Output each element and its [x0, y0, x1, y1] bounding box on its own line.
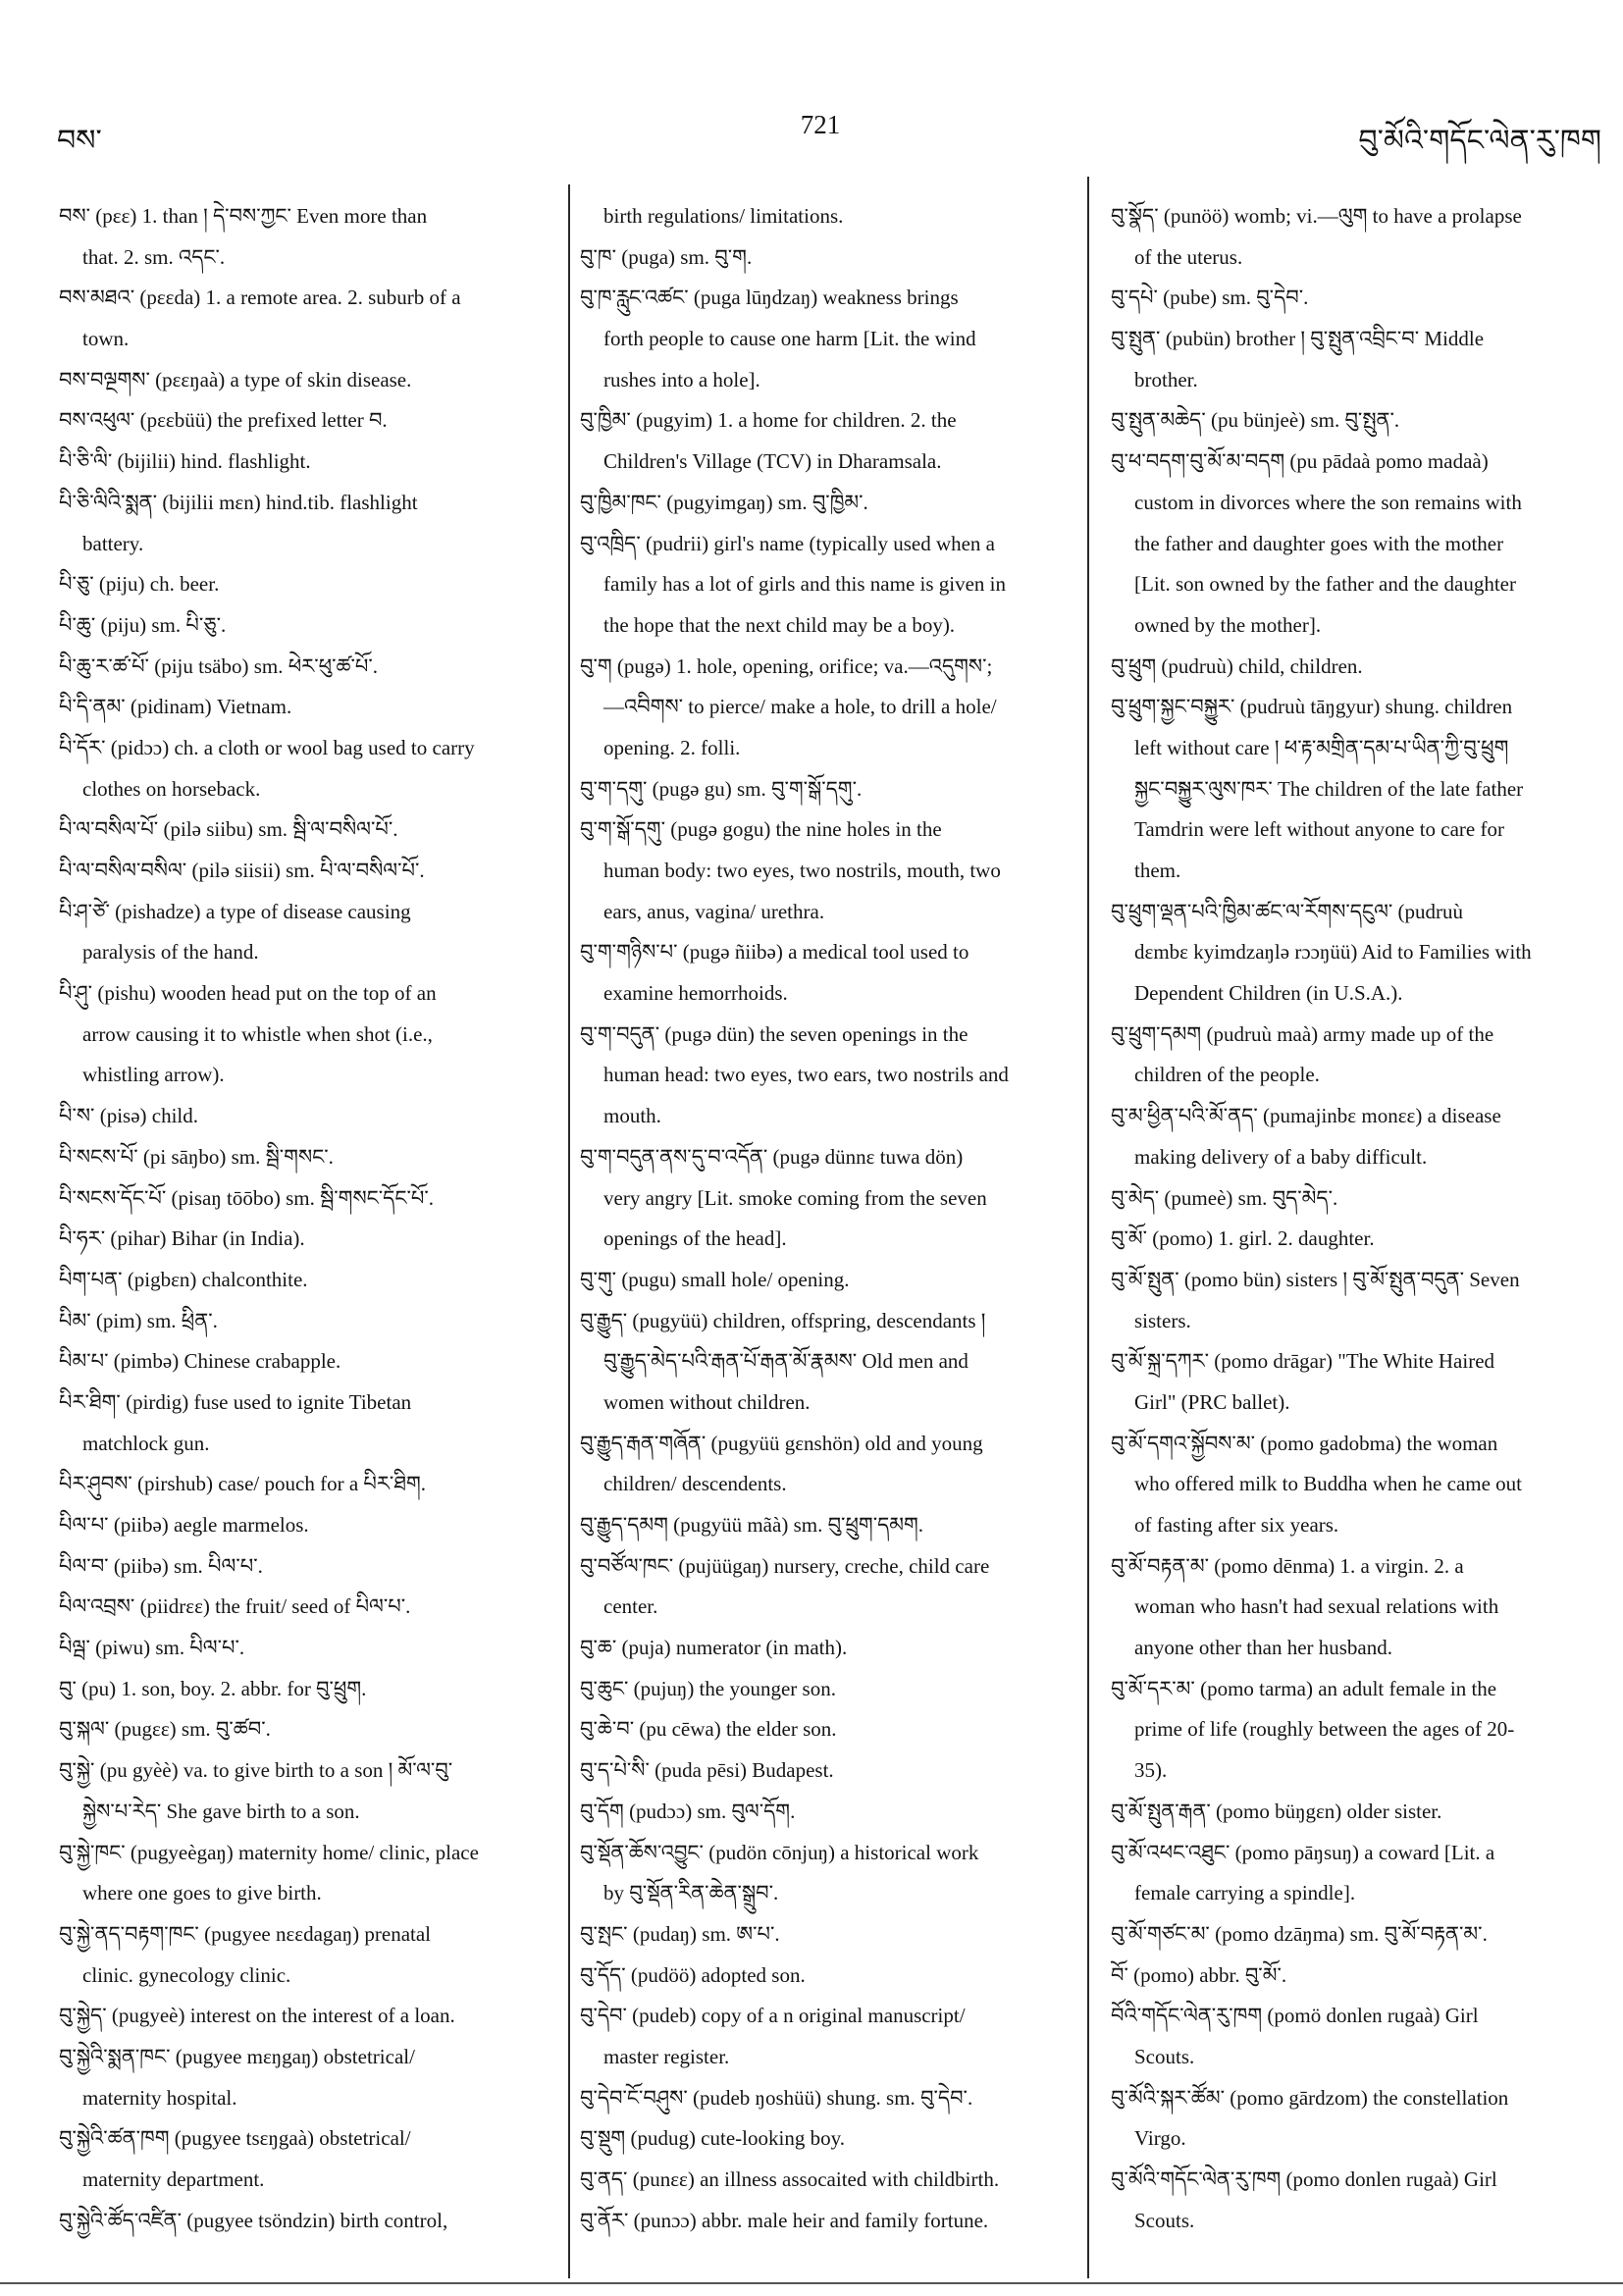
entry-headword-line: བུ་གུ་ (pugu) small hole/ opening.	[580, 1267, 850, 1291]
dictionary-entry	[59, 647, 561, 688]
dictionary-entry	[59, 1996, 561, 2037]
entry-headword-line: བུ་ནད་ (punɛɛ) an illness assocaited with childbirth.	[580, 2167, 1000, 2191]
running-head-left: བས་	[57, 125, 102, 157]
dictionary-entry	[580, 647, 1080, 769]
column-divider	[1087, 177, 1089, 2278]
entry-headword-line: པི་ཧར་ (pihar) Bihar (in India).	[59, 1226, 305, 1251]
entry-continuation-line: 35).	[1134, 1758, 1168, 1783]
dictionary-entry	[59, 1178, 561, 1220]
entry-headword-line: བུ་ག་གཉིས་པ་ (pugə ñiibə) a medical tool used to	[580, 940, 969, 965]
entry-headword-line: བུ་ནོར་ (punɔɔ) abbr. male heir and family fortune.	[580, 2208, 989, 2232]
entry-headword-line: བུ་ཕྲུག (pudruù) child, children.	[1111, 653, 1363, 678]
entry-headword-line: པིག་པན་ (pigbɛn) chalconthite.	[59, 1267, 308, 1291]
dictionary-entry	[59, 2037, 561, 2118]
entry-continuation-line: that. 2. sm. འདང་.	[82, 244, 226, 269]
dictionary-entry	[1111, 2078, 1597, 2160]
entry-headword-line: བུ་སྡུག (pudug) cute-looking boy.	[580, 2126, 845, 2151]
dictionary-entry	[59, 1628, 561, 1669]
entry-headword-line: བུ་སྤུན་མཆེད་ (pu bünjeè) sm. བུ་སྤུན་.	[1111, 408, 1400, 433]
entry-headword-line: བུ་ཆུང་ (pujuŋ) the younger son.	[580, 1676, 836, 1700]
dictionary-column-2	[580, 196, 1080, 2267]
entry-headword-line: བུ་ག་སྒོ་དགུ་ (pugə gogu) the nine holes in the	[580, 817, 942, 842]
entry-continuation-line: Scouts.	[1134, 2044, 1195, 2068]
entry-headword-line: བུ་མོ་བརྟན་མ་ (pomo dēnma) 1. a virgin. 2. a	[1111, 1553, 1464, 1578]
entry-headword-line: པི་ས་ (pisə) child.	[59, 1104, 199, 1128]
dictionary-entry	[1111, 687, 1597, 891]
entry-continuation-line: བུ་རྒྱུད་མེད་པའི་རྒན་པོ་རྒན་མོ་རྣམས་ Old men and	[603, 1349, 969, 1374]
dictionary-column-3	[1111, 196, 1597, 2267]
entry-continuation-line: opening. 2. folli.	[603, 735, 741, 759]
entry-headword-line: བས་འཕུལ་ (pɛɛbüü) the prefixed letter བ.	[59, 408, 388, 433]
entry-headword-line: བུ་ཕ་བདག་བུ་མོ་མ་བདག (pu pādaà pomo madaà)	[1111, 449, 1489, 474]
entry-continuation-line: where one goes to give birth.	[82, 1881, 322, 1905]
entry-headword-line: བུ་ད་པེ་སི་ (puda pēsi) Budapest.	[580, 1758, 834, 1783]
dictionary-entry	[59, 809, 561, 851]
running-head-right: བུ་མོའི་གདོང་ལེན་རུ་ཁག	[1358, 125, 1601, 157]
dictionary-entry	[59, 360, 561, 401]
dictionary-entry	[1111, 1096, 1597, 1177]
dictionary-entry	[1111, 1178, 1597, 1220]
dictionary-entry	[59, 1260, 561, 1301]
dictionary-entry	[1111, 196, 1597, 278]
dictionary-entry	[580, 400, 1080, 482]
dictionary-entry	[1111, 1546, 1597, 1669]
entry-headword-line: བུ་ (pu) 1. son, boy. 2. abbr. for བུ་ཕྲུག.	[59, 1676, 367, 1700]
entry-headword-line: བུ་སྐྱེ་ནད་བརྟག་ཁང་ (pugyee nɛɛdagaŋ) prenatal	[59, 1921, 432, 1946]
entry-headword-line: བུ་ཁ་ (puga) sm. བུ་ག.	[580, 244, 753, 269]
entry-headword-line: པིལ་བ་ (piibə) sm. པིལ་པ་.	[59, 1553, 263, 1578]
dictionary-entry	[580, 1956, 1080, 1997]
entry-headword-line: བུ་སྤུན་ (pubün) brother ། བུ་སྤུན་འབྲིང་བ་ Middle	[1111, 327, 1485, 351]
entry-continuation-line: center.	[603, 1594, 658, 1619]
entry-continuation-line: prime of life (roughly between the ages of 20-	[1134, 1717, 1515, 1742]
entry-headword-line: བུ་ཕྲུག་ལྡན་པའི་ཁྱིམ་ཚང་ལ་རོགས་དངུལ་ (pudruù	[1111, 899, 1464, 923]
entry-headword-line: བོའི་གདོང་ལེན་རུ་ཁག (pomö donlen rugaà) Girl	[1111, 2004, 1479, 2028]
entry-continuation-line: anyone other than her husband.	[1134, 1636, 1393, 1660]
entry-headword-line: པི་ཆུ་ (piju) sm. པི་ཅུ་.	[59, 612, 227, 637]
entry-headword-line: བུ་སྣོད་ (punöö) womb; vi.—ལུག to have a prolapse	[1111, 204, 1522, 228]
entry-headword-line: བུ་རྒྱུད་རྒན་གཞོན་ (pugyüü gɛnshön) old and young	[580, 1431, 983, 1455]
entry-continuation-line: woman who hasn't had sexual relations with	[1134, 1594, 1499, 1619]
entry-continuation-line: whistling arrow).	[82, 1063, 225, 1087]
dictionary-entry	[580, 1996, 1080, 2077]
entry-headword-line: བུ་དེབ་ངོ་བཤུས་ (pudeb ŋoshüü) shung. sm. བུ་དེབ་.	[580, 2085, 973, 2110]
entry-headword-line: པི་སངས་དོང་པོ་ (pisaŋ tōōbo) sm. སྦི་གསང་དོང་པོ་.	[59, 1185, 434, 1210]
entry-headword-line: བུ་ཕྲུག་དམག (pudruù maà) army made up of the	[1111, 1021, 1494, 1046]
dictionary-entry	[1111, 278, 1597, 319]
dictionary-entry	[59, 1301, 561, 1342]
dictionary-entry	[580, 1505, 1080, 1546]
dictionary-entry	[59, 278, 561, 359]
dictionary-entry	[59, 1137, 561, 1178]
dictionary-entry	[580, 2078, 1080, 2119]
entry-headword-line: བུ་སྡོན་ཆོས་འབྱུང་ (pudön cōnjuŋ) a historical work	[580, 1840, 979, 1864]
entry-continuation-line: making delivery of a baby difficult.	[1134, 1144, 1428, 1169]
entry-continuation-line: owned by the mother].	[1134, 612, 1322, 637]
entry-continuation-line: of the uterus.	[1134, 244, 1243, 269]
entry-headword-line: པི་ལ་བསིལ་པོ་ (pilə siibu) sm. སྦི་ལ་བསིལ་པོ་.	[59, 817, 398, 842]
dictionary-entry	[580, 1709, 1080, 1750]
entry-continuation-line: rushes into a hole].	[603, 367, 760, 391]
entry-continuation-line: maternity department.	[82, 2167, 265, 2191]
dictionary-entry	[59, 1587, 561, 1628]
dictionary-entry	[1111, 1015, 1597, 1096]
dictionary-entry	[1111, 400, 1597, 442]
entry-headword-line: པི་ཅུ་ (piju) ch. beer.	[59, 572, 220, 597]
dictionary-entry	[580, 769, 1080, 810]
entry-headword-line: པི་ཆུ་ར་ཚ་པོ་ (piju tsäbo) sm. ཕེར་ཕུ་ཚ་པོ་.	[59, 653, 379, 678]
entry-headword-line: བུ་ག་བདུན་ (pugə dün) the seven openings in the	[580, 1021, 969, 1046]
dictionary-entry	[59, 442, 561, 483]
entry-headword-line: བུ་སྐལ་ (pugɛɛ) sm. བུ་ཚབ་.	[59, 1717, 271, 1742]
dictionary-entry	[580, 524, 1080, 647]
dictionary-entry	[1111, 1792, 1597, 1833]
dictionary-entry	[580, 1015, 1080, 1137]
entry-headword-line: པིམ་ (pim) sm. ཕྲིན་.	[59, 1308, 218, 1332]
dictionary-entry	[59, 687, 561, 728]
entry-continuation-line: sisters.	[1134, 1308, 1191, 1332]
entry-continuation-line: examine hemorrhoids.	[603, 981, 788, 1006]
entry-headword-line: བུ་ཕྲུག་སྐྱང་བསྐྱུར་ (pudruù tāŋgyur) shung. children	[1111, 695, 1513, 719]
dictionary-entry	[59, 400, 561, 442]
dictionary-entry	[59, 1709, 561, 1750]
entry-headword-line: བུ་ཁྱིམ་ (pugyim) 1. a home for children. 2. the	[580, 408, 957, 433]
entry-headword-line: པིར་ཤུབས་ (pirshub) case/ pouch for a པིར་ཐིག.	[59, 1472, 427, 1496]
dictionary-entry	[580, 1628, 1080, 1669]
entry-headword-line: བུ་སྤང་ (pudaŋ) sm. ཨ་པ་.	[580, 1921, 780, 1946]
entry-headword-line: བུ་སྐྱེ་ (pu gyèè) va. to give birth to a son ། མོ་ལ་བུ་	[59, 1758, 453, 1783]
dictionary-entry	[1111, 1260, 1597, 1341]
dictionary-entry	[59, 892, 561, 973]
entry-continuation-line: clinic. gynecology clinic.	[82, 1962, 291, 1987]
dictionary-entry	[1111, 1956, 1597, 1997]
dictionary-entry	[1111, 1833, 1597, 1914]
entry-headword-line: བུ་བཙོལ་ཁང་ (pujüügaŋ) nursery, creche, child care	[580, 1553, 990, 1578]
dictionary-entry	[580, 483, 1080, 524]
entry-continuation-line: Dependent Children (in U.S.A.).	[1134, 981, 1403, 1006]
entry-continuation-line: female carrying a spindle].	[1134, 1881, 1356, 1905]
entry-headword-line: བུ་མོ་ (pomo) 1. girl. 2. daughter.	[1111, 1226, 1375, 1251]
entry-headword-line: བུ་ཆ་ (puja) numerator (in math).	[580, 1636, 848, 1660]
entry-headword-line: བུ་ཁྱིམ་ཁང་ (pugyimgaŋ) sm. བུ་ཁྱིམ་.	[580, 490, 868, 514]
dictionary-entry	[580, 1750, 1080, 1792]
entry-headword-line: པི་དི་ནམ་ (pidinam) Vietnam.	[59, 695, 292, 719]
entry-continuation-line: —འབིགས་ to pierce/ make a hole, to drill a hole/	[603, 695, 997, 719]
entry-continuation-line: human body: two eyes, two nostrils, mouth, two	[603, 859, 1001, 882]
dictionary-column-1	[59, 196, 561, 2267]
entry-continuation-line: mouth.	[603, 1104, 661, 1128]
entry-headword-line: བུ་མོ་སྤུན་ (pomo bün) sisters ། བུ་མོ་སྤུན་བདུན་ Seven	[1111, 1267, 1520, 1291]
dictionary-entry	[1111, 1669, 1597, 1792]
entry-headword-line: བུ་དཔེ་ (pube) sm. བུ་དེབ་.	[1111, 286, 1309, 310]
entry-continuation-line: ears, anus, vagina/ urethra.	[603, 899, 825, 923]
entry-headword-line: བས་མཐའ་ (pɛɛda) 1. a remote area. 2. suburb of a	[59, 286, 461, 310]
column-divider	[568, 184, 570, 2278]
entry-continuation-line: family has a lot of girls and this name is given in	[603, 572, 1007, 597]
entry-continuation-line: master register.	[603, 2044, 730, 2068]
dictionary-entry	[59, 1546, 561, 1588]
dictionary-entry	[59, 1669, 561, 1710]
dictionary-entry	[580, 1833, 1080, 1914]
entry-headword-line: པིམ་པ་ (pimbə) Chinese crabapple.	[59, 1349, 341, 1374]
entry-headword-line: པི་ཅི་ལིའི་སྨན་ (bijilii mɛn) hind.tib. flashlight	[59, 490, 418, 514]
entry-continuation-line: སྐྱེས་པ་རེད་ She gave birth to a son.	[82, 1799, 360, 1823]
dictionary-entry	[580, 2201, 1080, 2242]
entry-headword-line: བུ་རྒྱུད་དམག (pugyüü mãà) sm. བུ་ཕྲུག་དམག.	[580, 1513, 924, 1537]
dictionary-entry	[1111, 1219, 1597, 1260]
entry-headword-line: པི་སངས་པོ་ (pi sāŋbo) sm. སྦི་གསང་.	[59, 1144, 334, 1169]
dictionary-entry	[59, 483, 561, 564]
page-bottom-edge	[0, 2282, 1623, 2284]
dictionary-entry	[59, 1341, 561, 1383]
dictionary-entry	[59, 2118, 561, 2200]
entry-headword-line: པིལ་འབྲས་ (piidrɛɛ) the fruit/ seed of པིལ་པ་.	[59, 1594, 411, 1619]
entry-continuation-line: children/ descendents.	[603, 1472, 787, 1496]
entry-headword-line: བས་ (pɛɛ) 1. than ། དེ་བས་ཀྱང་ Even more than	[59, 204, 428, 228]
entry-headword-line: བོ་ (pomo) abbr. བུ་མོ་.	[1111, 1962, 1287, 1987]
entry-headword-line: པིར་ཐིག་ (pirdig) fuse used to ignite Tibetan	[59, 1389, 412, 1414]
dictionary-entry	[580, 1137, 1080, 1260]
dictionary-entry	[59, 973, 561, 1096]
entry-headword-line: པི་ལ་བསིལ་བསིལ་ (pilə siisii) sm. པི་ལ་བསིལ་པོ་.	[59, 859, 425, 882]
dictionary-entry	[1111, 1424, 1597, 1546]
entry-continuation-line: Girl" (PRC ballet).	[1134, 1389, 1290, 1414]
dictionary-entry-continued	[580, 196, 1080, 237]
entry-headword-line: བུ་མོ་སྤུན་རྒན་ (pomo büŋgɛn) older sister.	[1111, 1799, 1442, 1823]
entry-headword-line: བུ་མ་ཕྱིན་པའི་མོ་ནད་ (pumajinbɛ monɛɛ) a disease	[1111, 1104, 1501, 1128]
dictionary-entry	[59, 605, 561, 647]
entry-headword-line: པིལ་པ་ (piibə) aegle marmelos.	[59, 1513, 309, 1537]
dictionary-entry	[59, 1464, 561, 1505]
entry-headword-line: བུ་ག་དགུ་ (pugə gu) sm. བུ་ག་སྒོ་དགུ་.	[580, 776, 863, 801]
entry-continuation-line: women without children.	[603, 1389, 811, 1414]
dictionary-entry	[580, 2160, 1080, 2201]
entry-continuation-line: brother.	[1134, 367, 1198, 391]
entry-headword-line: པི་ཅི་ལི་ (bijilii) hind. flashlight.	[59, 449, 311, 474]
dictionary-entry	[59, 196, 561, 278]
entry-continuation-line: custom in divorces where the son remains with	[1134, 490, 1522, 514]
entry-headword-line: བུ་སྐྱེ་ཁང་ (pugyeègaŋ) maternity home/ clinic, place	[59, 1840, 479, 1864]
dictionary-entry	[580, 1260, 1080, 1301]
entry-continuation-line: human head: two eyes, two ears, two nostrils and	[603, 1063, 1009, 1087]
entry-continuation-line: the hope that the next child may be a boy).	[603, 612, 956, 637]
dictionary-entry	[1111, 647, 1597, 688]
entry-continuation-line: very angry [Lit. smoke coming from the seven	[603, 1185, 987, 1210]
entry-headword-line: བས་བལྔགས་ (pɛɛŋaà) a type of skin disease.	[59, 367, 412, 391]
entry-headword-line: བུ་ཁ་རླུང་འཚང་ (puga lūŋdzaŋ) weakness brings	[580, 286, 959, 310]
entry-headword-line: བུ་སྐྱེའི་སྨན་ཁང་ (pugyee mɛŋgaŋ) obstetrical/	[59, 2044, 415, 2068]
entry-headword-line: བུ་མོ་དར་མ་ (pomo tarma) an adult female in the	[1111, 1676, 1497, 1700]
dictionary-entry	[59, 1833, 561, 1914]
entry-headword-line: བུ་དོད་ (pudöö) adopted son.	[580, 1962, 806, 1987]
dictionary-entry	[59, 1750, 561, 1832]
dictionary-entry	[59, 728, 561, 809]
entry-headword-line: བུ་དོག (pudɔɔ) sm. བུལ་དོག.	[580, 1799, 796, 1823]
dictionary-entry	[1111, 442, 1597, 646]
entry-headword-line: བུ་སྐྱེད་ (pugyeè) interest on the interest of a loan.	[59, 2004, 455, 2028]
entry-continuation-line: of fasting after six years.	[1134, 1513, 1339, 1537]
dictionary-entry	[59, 1505, 561, 1546]
entry-headword-line: བུ་མོའི་གདོང་ལེན་རུ་ཁག (pomo donlen rugaà) Girl	[1111, 2167, 1497, 2191]
entry-continuation-line: matchlock gun.	[82, 1431, 210, 1455]
entry-headword-line: པིལྦ་ (piwu) sm. པིལ་པ་.	[59, 1636, 245, 1660]
page-number: 721	[800, 110, 841, 139]
dictionary-entry	[1111, 1341, 1597, 1423]
dictionary-entry	[1111, 892, 1597, 1015]
dictionary-entry	[59, 1383, 561, 1464]
entry-headword-line: བུ་ཆེ་བ་ (pu cēwa) the elder son.	[580, 1717, 837, 1742]
entry-headword-line: བུ་མོ་འཕང་འཐུང་ (pomo pāŋsuŋ) a coward [Lit. a	[1111, 1840, 1495, 1864]
entry-headword-line: བུ་མོ་དགའ་སྐྱོབས་མ་ (pomo gadobma) the woman	[1111, 1431, 1498, 1455]
entry-continuation-line: Tamdrin were left without anyone to care for	[1134, 817, 1504, 842]
entry-continuation-line: Scouts.	[1134, 2208, 1195, 2232]
entry-continuation-line: children of the people.	[1134, 1063, 1320, 1087]
entry-continuation-line: maternity hospital.	[82, 2085, 237, 2110]
dictionary-entry	[580, 1424, 1080, 1505]
entry-continuation-line: battery.	[82, 531, 144, 555]
dictionary-entry	[59, 1914, 561, 1996]
entry-headword-line: བུ་སྐྱེའི་ཚོད་འཛིན་ (pugyee tsöndzin) birth control,	[59, 2208, 448, 2232]
entry-continuation-line: town.	[82, 327, 130, 351]
entry-headword-line: བུ་ག་བདུན་ནས་དུ་བ་འདོན་ (pugə dünnɛ tuwa dön)	[580, 1144, 964, 1169]
entry-headword-line: བུ་མོའི་སྐར་ཚོམ་ (pomo gārdzom) the constellation	[1111, 2085, 1509, 2110]
entry-continuation-line: openings of the head].	[603, 1226, 787, 1251]
dictionary-entry	[1111, 1914, 1597, 1956]
entry-continuation-line: སྐྱང་བསྐྱུར་ལུས་ཁར་ The children of the late father	[1134, 776, 1524, 801]
dictionary-entry	[580, 1792, 1080, 1833]
dictionary-entry	[59, 851, 561, 892]
entry-continuation-line: arrow causing it to whistle when shot (i.e.,	[82, 1021, 433, 1046]
entry-headword-line: བུ་མོ་སྐྲ་དཀར་ (pomo drāgar) "The White Haired	[1111, 1349, 1495, 1374]
entry-continuation-line: Virgo.	[1134, 2126, 1186, 2151]
entry-continuation-line: who offered milk to Buddha when he came out	[1134, 1472, 1523, 1496]
dictionary-entry	[1111, 319, 1597, 400]
dictionary-entry	[580, 932, 1080, 1014]
entry-continuation-line: left without care ། ཕ་རྟ་མགྲིན་དམ་པ་ཡིན་ཀྱི་བུ་ཕྲུག	[1134, 735, 1509, 759]
entry-headword-line: བུ་སྐྱེའི་ཚན་ཁག (pugyee tsɛŋgaà) obstetrical/	[59, 2126, 411, 2151]
dictionary-entry	[59, 1219, 561, 1260]
entry-headword-line: པི་དོར་ (pidɔɔ) ch. a cloth or wool bag used to carry	[59, 735, 475, 759]
dictionary-entry	[59, 564, 561, 605]
dictionary-entry	[1111, 2160, 1597, 2241]
entry-continuation-line: clothes on horseback.	[82, 776, 261, 801]
entry-headword-line: བུ་འཁྲིད་ (pudrii) girl's name (typically used when a	[580, 531, 996, 555]
entry-continuation-line: Children's Village (TCV) in Dharamsala.	[603, 449, 942, 474]
entry-headword-line: བུ་ག (pugə) 1. hole, opening, orifice; va.—འདུགས་;	[580, 653, 993, 678]
dictionary-entry	[580, 2118, 1080, 2160]
dictionary-entry	[580, 809, 1080, 932]
entry-headword-line: པི་ཤུ་ (pishu) wooden head put on the top of an	[59, 981, 437, 1006]
dictionary-entry	[580, 1914, 1080, 1956]
dictionary-entry	[580, 237, 1080, 279]
dictionary-entry	[1111, 1996, 1597, 2077]
entry-continuation-line: [Lit. son owned by the father and the daughter	[1134, 572, 1516, 597]
entry-continuation-line: dɛmbɛ kyimdzaŋlə rɔɔŋüü) Aid to Families with	[1134, 940, 1532, 965]
dictionary-entry	[580, 278, 1080, 400]
entry-headword-line: བུ་རྒྱུད་ (pugyüü) children, offspring, descendants །	[580, 1308, 986, 1332]
entry-headword-line: བུ་དེབ་ (pudeb) copy of a n original manuscript/	[580, 2004, 966, 2028]
entry-continuation-line: birth regulations/ limitations.	[603, 204, 844, 228]
dictionary-entry	[580, 1301, 1080, 1424]
dictionary-entry	[59, 2201, 561, 2242]
entry-headword-line: བུ་མོ་གཙང་མ་ (pomo dzāŋma) sm. བུ་མོ་བརྟན་མ་.	[1111, 1921, 1488, 1946]
dictionary-entry	[580, 1669, 1080, 1710]
entry-continuation-line: forth people to cause one harm [Lit. the wind	[603, 327, 976, 351]
dictionary-entry	[59, 1096, 561, 1137]
entry-continuation-line: by བུ་སྡོན་རིན་ཆེན་སྒྲུབ་.	[603, 1881, 779, 1905]
entry-headword-line: པི་ཤ་ཙེ་ (pishadze) a type of disease causing	[59, 899, 411, 923]
dictionary-entry	[580, 1546, 1080, 1628]
entry-continuation-line: paralysis of the hand.	[82, 940, 259, 965]
entry-continuation-line: them.	[1134, 859, 1181, 882]
entry-headword-line: བུ་མེད་ (pumeè) sm. བུད་མེད་.	[1111, 1185, 1338, 1210]
entry-continuation-line: the father and daughter goes with the mother	[1134, 531, 1504, 555]
